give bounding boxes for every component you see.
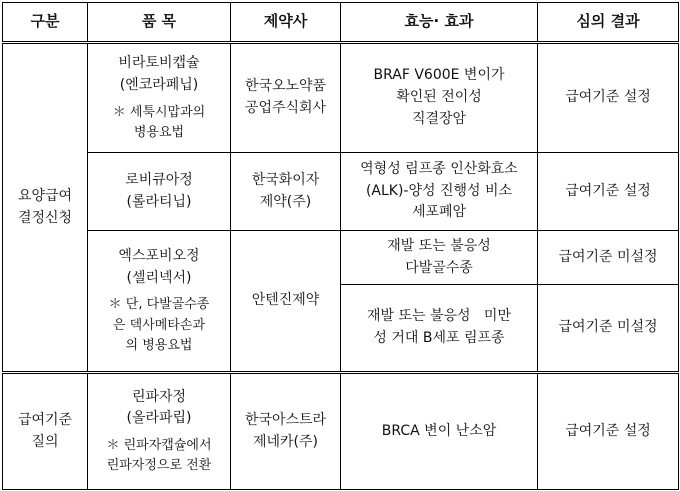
product-name: 비라토비캡슐 (118, 55, 200, 72)
table-row (3, 43, 679, 153)
category-cell-coverage-application (3, 43, 88, 373)
category-label-line: 질의 (31, 433, 59, 450)
efficacy-cell: 재발 또는 불응성 미만 성 거대 B세포 림프종 (341, 285, 538, 373)
table-row (3, 153, 679, 231)
company-cell: 안텐진제약 (231, 231, 341, 373)
table-row (3, 231, 679, 285)
product-note: ＊ 세툭시맙과의 병용요법 (112, 104, 206, 140)
product-name: 로비큐아정 (125, 171, 193, 188)
product-ingredient: (셀리넥서) (126, 269, 192, 286)
header-company: 제약사 (231, 3, 341, 43)
company-cell: 한국화이자 제약(주) (231, 153, 341, 231)
header-row (3, 3, 679, 43)
result-cell: 급여기준 미설정 (538, 231, 679, 285)
category-label-line: 요양급여 (17, 187, 73, 204)
header-result: 심의 결과 (538, 3, 679, 43)
efficacy-cell: BRAF V600E 변이가 확인된 전이성 직결장암 (341, 43, 538, 153)
result-cell: 급여기준 설정 (538, 153, 679, 231)
company-cell: 한국오노약품 공업주식회사 (231, 43, 341, 153)
efficacy-cell: 재발 또는 불응성 다발골수종 (341, 231, 538, 285)
table-row (3, 373, 679, 490)
result-cell: 급여기준 미설정 (538, 285, 679, 373)
header-category: 구분 (3, 3, 88, 43)
product-name: 린파자정 (131, 388, 187, 405)
efficacy-cell: BRCA 변이 난소암 (341, 373, 538, 490)
product-note: ＊ 린파자캡슐에서 린파자정으로 전환 (106, 438, 212, 474)
product-ingredient: (엔코라페닙) (119, 76, 199, 93)
product-cell (88, 43, 231, 153)
category-label-line: 결정신청 (17, 209, 73, 226)
header-product: 품 목 (88, 3, 231, 43)
product-note: ＊ 단, 다발골수종 은 덱사메타손과 의 병용요법 (108, 297, 210, 353)
product-cell (88, 153, 231, 231)
result-cell: 급여기준 설정 (538, 43, 679, 153)
result-cell: 급여기준 설정 (538, 373, 679, 490)
efficacy-cell: 역형성 림프종 인산화효소 (ALK)-양성 진행성 비소 세포폐암 (341, 153, 538, 231)
product-name: 엑스포비오정 (118, 248, 200, 265)
product-ingredient: (올라파립) (126, 410, 192, 427)
product-cell (88, 373, 231, 490)
company-cell: 한국아스트라 제네카(주) (231, 373, 341, 490)
review-results-table (2, 2, 679, 490)
header-efficacy: 효능· 효과 (341, 3, 538, 43)
product-cell (88, 231, 231, 373)
category-cell-coverage-inquiry (3, 373, 88, 490)
category-label-line: 급여기준 (17, 411, 73, 428)
product-ingredient: (롤라티닙) (126, 193, 192, 210)
